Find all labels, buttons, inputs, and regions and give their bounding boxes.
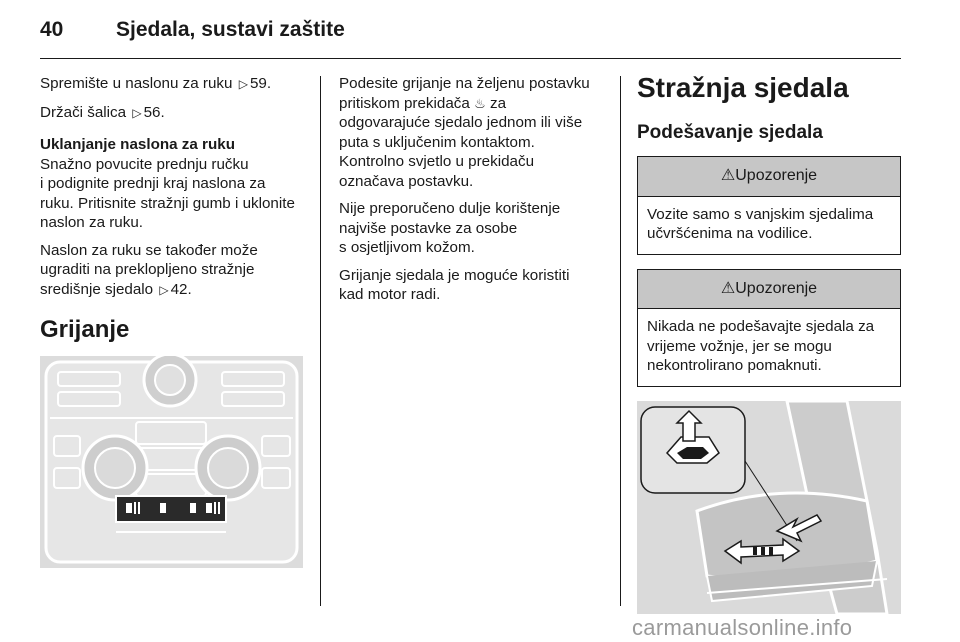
page-link[interactable]: 56. (143, 103, 165, 121)
column-left (40, 74, 308, 568)
column-middle (339, 74, 607, 313)
warning-text: Nikada ne podešavajte sjedala za vrijeme vožnje, jer se mogu nekontrolirano pomaknuti. (647, 318, 875, 374)
page-reference-arrow-icon: ▷ (238, 77, 248, 91)
warning-header: ⚠Upozorenje (638, 157, 900, 197)
warning-box (637, 269, 901, 387)
seat-adjustment-heading: Podešavanje sjedala (637, 122, 823, 143)
warning-triangle-icon: ⚠ (720, 167, 736, 184)
column-divider (620, 76, 621, 606)
heating-instructions: Podesite grijanje na željenu postavku pritiskom prekidača ♨ za odgovarajuće sjedalo jednom ili više puta s uključenim kontaktom. Kontrolno svjetlo u prekidaču označava postavku. (339, 75, 590, 190)
fold-armrest-text: Naslon za ruku se također može ugraditi na preklopljeno stražnje središnje sjedalo ▷ 42. (40, 241, 308, 301)
column-divider (320, 76, 321, 606)
heating-caution: Nije preporučeno dulje korištenje najviše postavke za osobe s osjetljivom kožom. (339, 200, 561, 256)
page-link[interactable]: 59. (249, 75, 272, 92)
heating-engine-note: Grijanje sjedala je moguće koristiti kad motor radi. (339, 266, 570, 303)
cupholder-ref: Držači šalica ▷ 56. (40, 103, 308, 124)
storage-ref: Spremište u naslonu za ruku ▷ 59. (40, 74, 308, 95)
seat-heating-icon: ♨ (474, 95, 486, 111)
heating-heading: Grijanje (40, 316, 130, 343)
rear-seats-heading: Stražnja sjedala (637, 72, 849, 103)
page-link[interactable]: 42. (170, 280, 192, 298)
page-reference-arrow-icon: ▷ (159, 282, 169, 297)
rear-seat-adjustment-illustration (637, 401, 901, 614)
warning-header: ⚠Upozorenje (638, 270, 900, 310)
warning-triangle-icon: ⚠ (720, 279, 736, 297)
warning-text: Vozite samo s vanjskim sjedalima učvršćenima na vodilice. (647, 205, 874, 242)
warning-box (637, 156, 901, 255)
remove-armrest-heading: Uklanjanje naslona za ruku (40, 136, 235, 153)
watermark: carmanualsonline.info (632, 615, 853, 640)
header-divider (40, 58, 901, 59)
chapter-title: Sjedala, sustavi zaštite (116, 18, 345, 41)
page-header (40, 18, 345, 48)
page-reference-arrow-icon: ▷ (132, 105, 142, 120)
page-number: 40 (40, 18, 64, 41)
remove-armrest-text: Snažno povucite prednju ručku i podignite prednji kraj naslona za ruku. Pritisnite stražnji gumb i uklonite naslon za ruku. (40, 155, 295, 231)
seat-heating-controls-illustration (40, 356, 303, 568)
column-right (637, 72, 901, 614)
